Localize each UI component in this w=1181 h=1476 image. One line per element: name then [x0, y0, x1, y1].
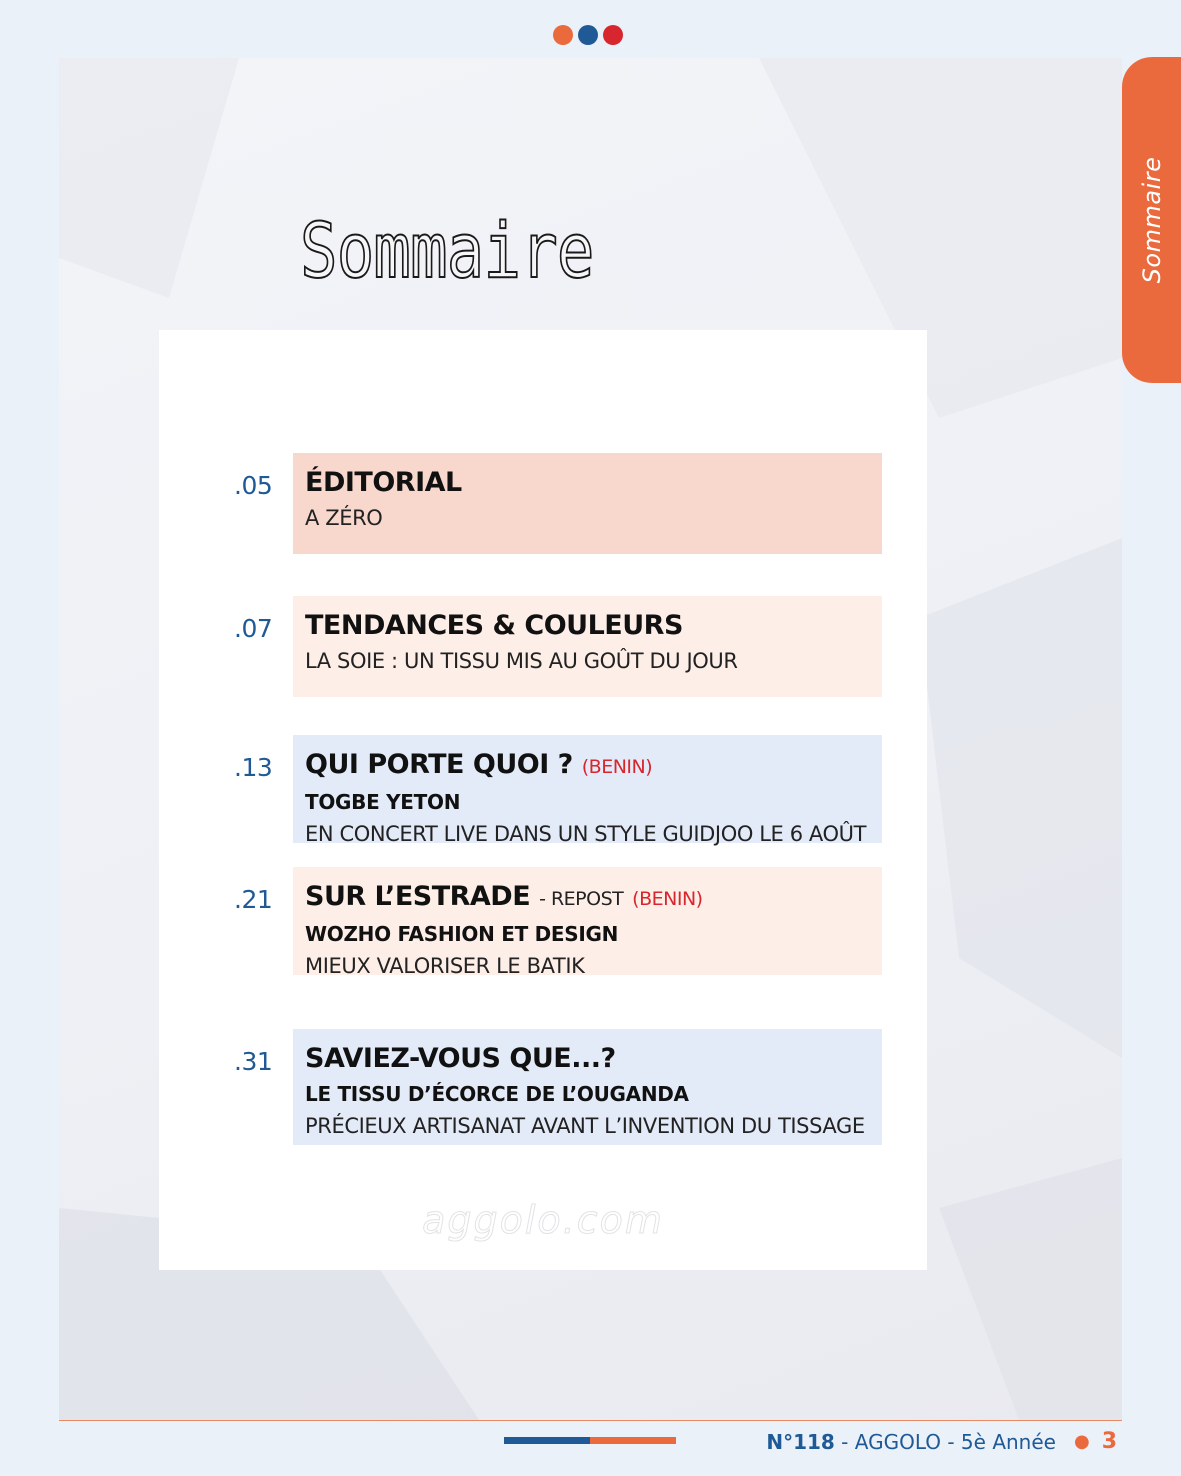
section-side-tab [1122, 57, 1181, 383]
entry-box [293, 1029, 882, 1145]
footer-bar-blue [504, 1437, 590, 1444]
publication-name: - AGGOLO - 5è Année [834, 1429, 1056, 1454]
country-tag: (BENIN) [632, 888, 703, 910]
page-number: .31 [234, 1047, 273, 1076]
decorative-dots [553, 25, 623, 45]
footer-info [766, 1429, 1117, 1454]
page-title: Sommaire [300, 206, 594, 295]
footer-divider [59, 1420, 1122, 1421]
side-tab-label: Sommaire [1137, 156, 1166, 284]
country-tag: (BENIN) [581, 756, 653, 778]
entry-title: SAVIEZ-VOUS QUE...? [305, 1043, 616, 1074]
entry-box [293, 867, 882, 978]
entry-title: TENDANCES & COULEURS [305, 610, 683, 641]
watermark: aggolo.com [422, 1198, 664, 1242]
entry-subtitle: LA SOIE : UN TISSU MIS AU GOÛT DU JOUR [305, 649, 738, 673]
footer-page-number: 3 [1101, 1429, 1117, 1454]
entry-title: QUI PORTE QUOI ? (BENIN) [305, 749, 653, 780]
entry-subtitle: PRÉCIEUX ARTISANAT AVANT L’INVENTION DU TISSAGE [305, 1114, 865, 1138]
entry-box [293, 453, 882, 554]
entry-title: SUR L’ESTRADE - REPOST (BENIN) [305, 881, 703, 912]
page-number: .13 [234, 753, 273, 782]
page-number: .05 [234, 471, 273, 500]
entry-tag: - REPOST [539, 888, 624, 910]
entry-box [293, 735, 882, 846]
entry-subtitle: A ZÉRO [305, 506, 383, 530]
footer-bar-orange [590, 1437, 676, 1444]
entry-title: ÉDITORIAL [305, 467, 462, 498]
entry-box [293, 596, 882, 697]
orange-dot [553, 25, 573, 45]
entry-subtitle-bold: TOGBE YETON [305, 790, 461, 814]
issue-number: N°118 [766, 1429, 835, 1454]
bullet-icon: ● [1073, 1431, 1090, 1452]
red-dot [603, 25, 623, 45]
entry-subtitle: EN CONCERT LIVE DANS UN STYLE GUIDJOO LE 6 AOÛT [305, 822, 867, 846]
page-number: .21 [234, 885, 273, 914]
entry-subtitle: MIEUX VALORISER LE BATIK [305, 954, 585, 978]
blue-dot [578, 25, 598, 45]
entry-subtitle-bold: WOZHO FASHION ET DESIGN [305, 922, 619, 946]
page-number: .07 [234, 614, 273, 643]
entry-subtitle-bold: LE TISSU D’ÉCORCE DE L’OUGANDA [305, 1082, 689, 1106]
contents-card [159, 330, 927, 1270]
